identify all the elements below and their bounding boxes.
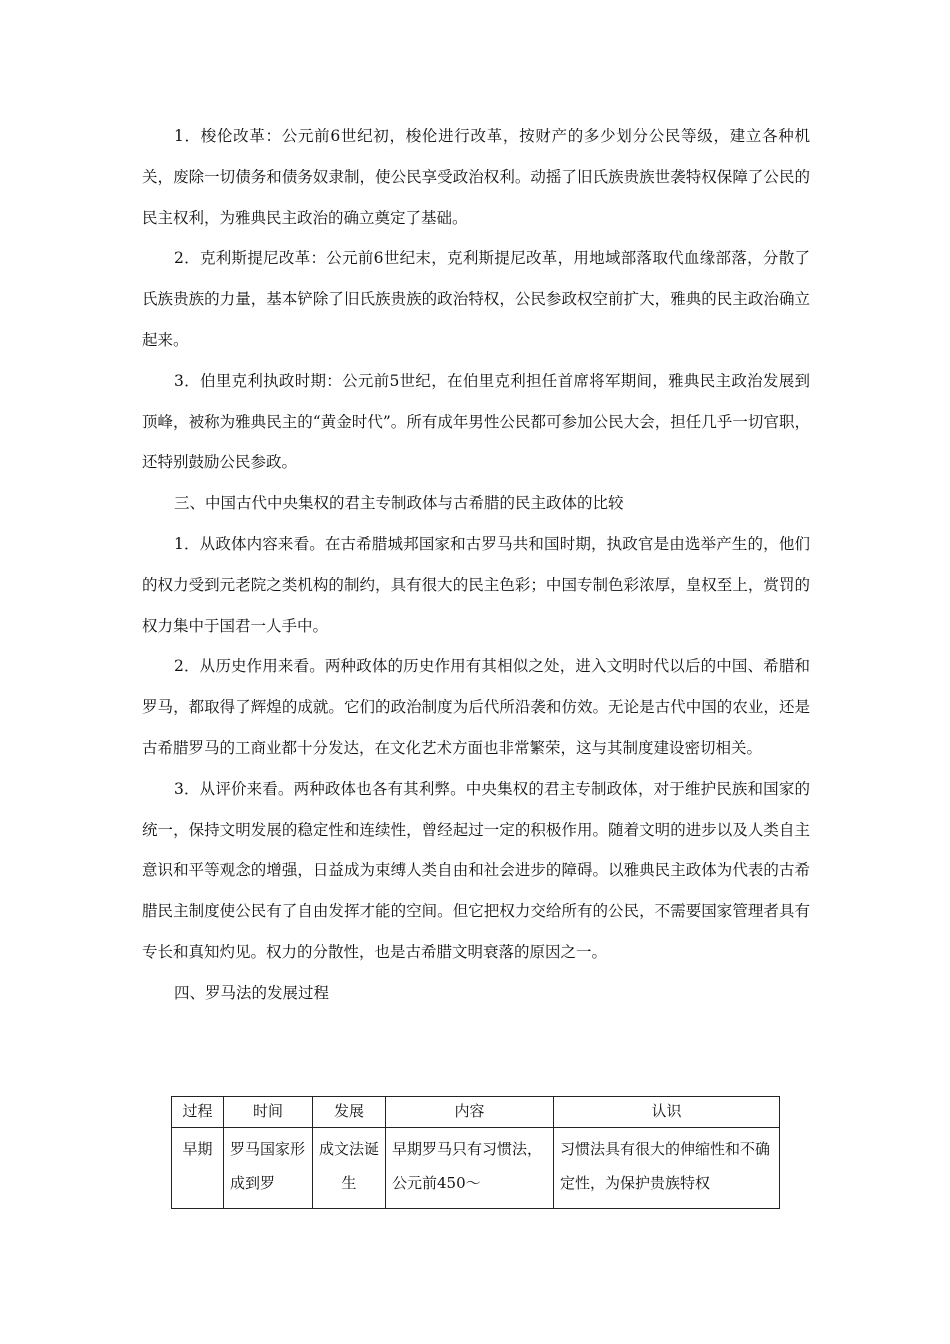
header-understanding: 认识 (554, 1097, 780, 1128)
section-4-heading: 四、罗马法的发展过程 (174, 983, 330, 1002)
paragraph-cleisthenes-reform: 2．克利斯提尼改革：公元前6世纪末，克利斯提尼改革，用地域部落取代血缘部落，分散了氏族贵族的力量，基本铲除了旧氏族贵族的政治特权，公民参政权空前扩大，雅典的民主政治确立起来。 (142, 249, 810, 349)
paragraph-compare-role: 2．从历史作用来看。两种政体的历史作用有其相似之处，进入文明时代以后的中国、希腊和罗马，都取得了辉煌的成就。它们的政治制度为后代所沿袭和仿效。无论是古代中国的农业，还是古希腊罗马的工商业都十分发达，在文化艺术方面也非常繁荣，这与其制度建设密切相关。 (142, 657, 810, 757)
document-body (142, 116, 810, 1014)
table-row (172, 1128, 780, 1209)
paragraph-compare-content: 1．从政体内容来看。在古希腊城邦国家和古罗马共和国时期，执政官是由选举产生的，他们的权力受到元老院之类机构的制约，具有很大的民主色彩；中国专制色彩浓厚，皇权至上，赏罚的权力集中于国君一人手中。 (142, 534, 810, 635)
header-content: 内容 (386, 1097, 554, 1128)
paragraph-compare-evaluation: 3．从评价来看。两种政体也各有其利弊。中央集权的君主专制政体，对于维护民族和国家的统一，保持文明发展的稳定性和连续性，曾经起过一定的积极作用。随着文明的进步以及人类自主意识和平等观念的增强，日益成为束缚人类自由和社会进步的障碍。以雅典民主政体为代表的古希腊民主制度使公民有了自由发挥才能的空间。但它把权力交给所有的公民，不需要国家管理者具有专长和真知灼见。权力的分散性，也是古希腊文明衰落的原因之一。 (142, 779, 810, 961)
cell-process: 早期 (172, 1128, 224, 1209)
cell-content: 早期罗马只有习惯法，公元前450～ (386, 1128, 554, 1209)
cell-time: 罗马国家形成到罗 (224, 1128, 313, 1209)
roman-law-table (171, 1096, 780, 1209)
cell-understanding: 习惯法具有很大的伸缩性和不确定性，为保护贵族特权 (554, 1128, 780, 1209)
header-process: 过程 (172, 1097, 224, 1128)
header-development: 发展 (313, 1097, 386, 1128)
cell-development: 成文法诞生 (313, 1128, 386, 1209)
paragraph-pericles-era: 3．伯里克利执政时期：公元前5世纪，在伯里克利担任首席将军期间，雅典民主政治发展到顶峰，被称为雅典民主的“黄金时代”。所有成年男性公民都可参加公民大会，担任几乎一切官职，还特别鼓励公民参政。 (142, 371, 810, 472)
table-header-row (172, 1097, 780, 1128)
section-3-heading: 三、中国古代中央集权的君主专制政体与古希腊的民主政体的比较 (174, 494, 624, 513)
header-time: 时间 (224, 1097, 313, 1128)
paragraph-solon-reform: 1．梭伦改革：公元前6世纪初，梭伦进行改革，按财产的多少划分公民等级，建立各种机关，废除一切债务和债务奴隶制，使公民享受政治权利。动摇了旧氏族贵族世袭特权保障了公民的民主权利，为雅典民主政治的确立奠定了基础。 (142, 127, 810, 227)
